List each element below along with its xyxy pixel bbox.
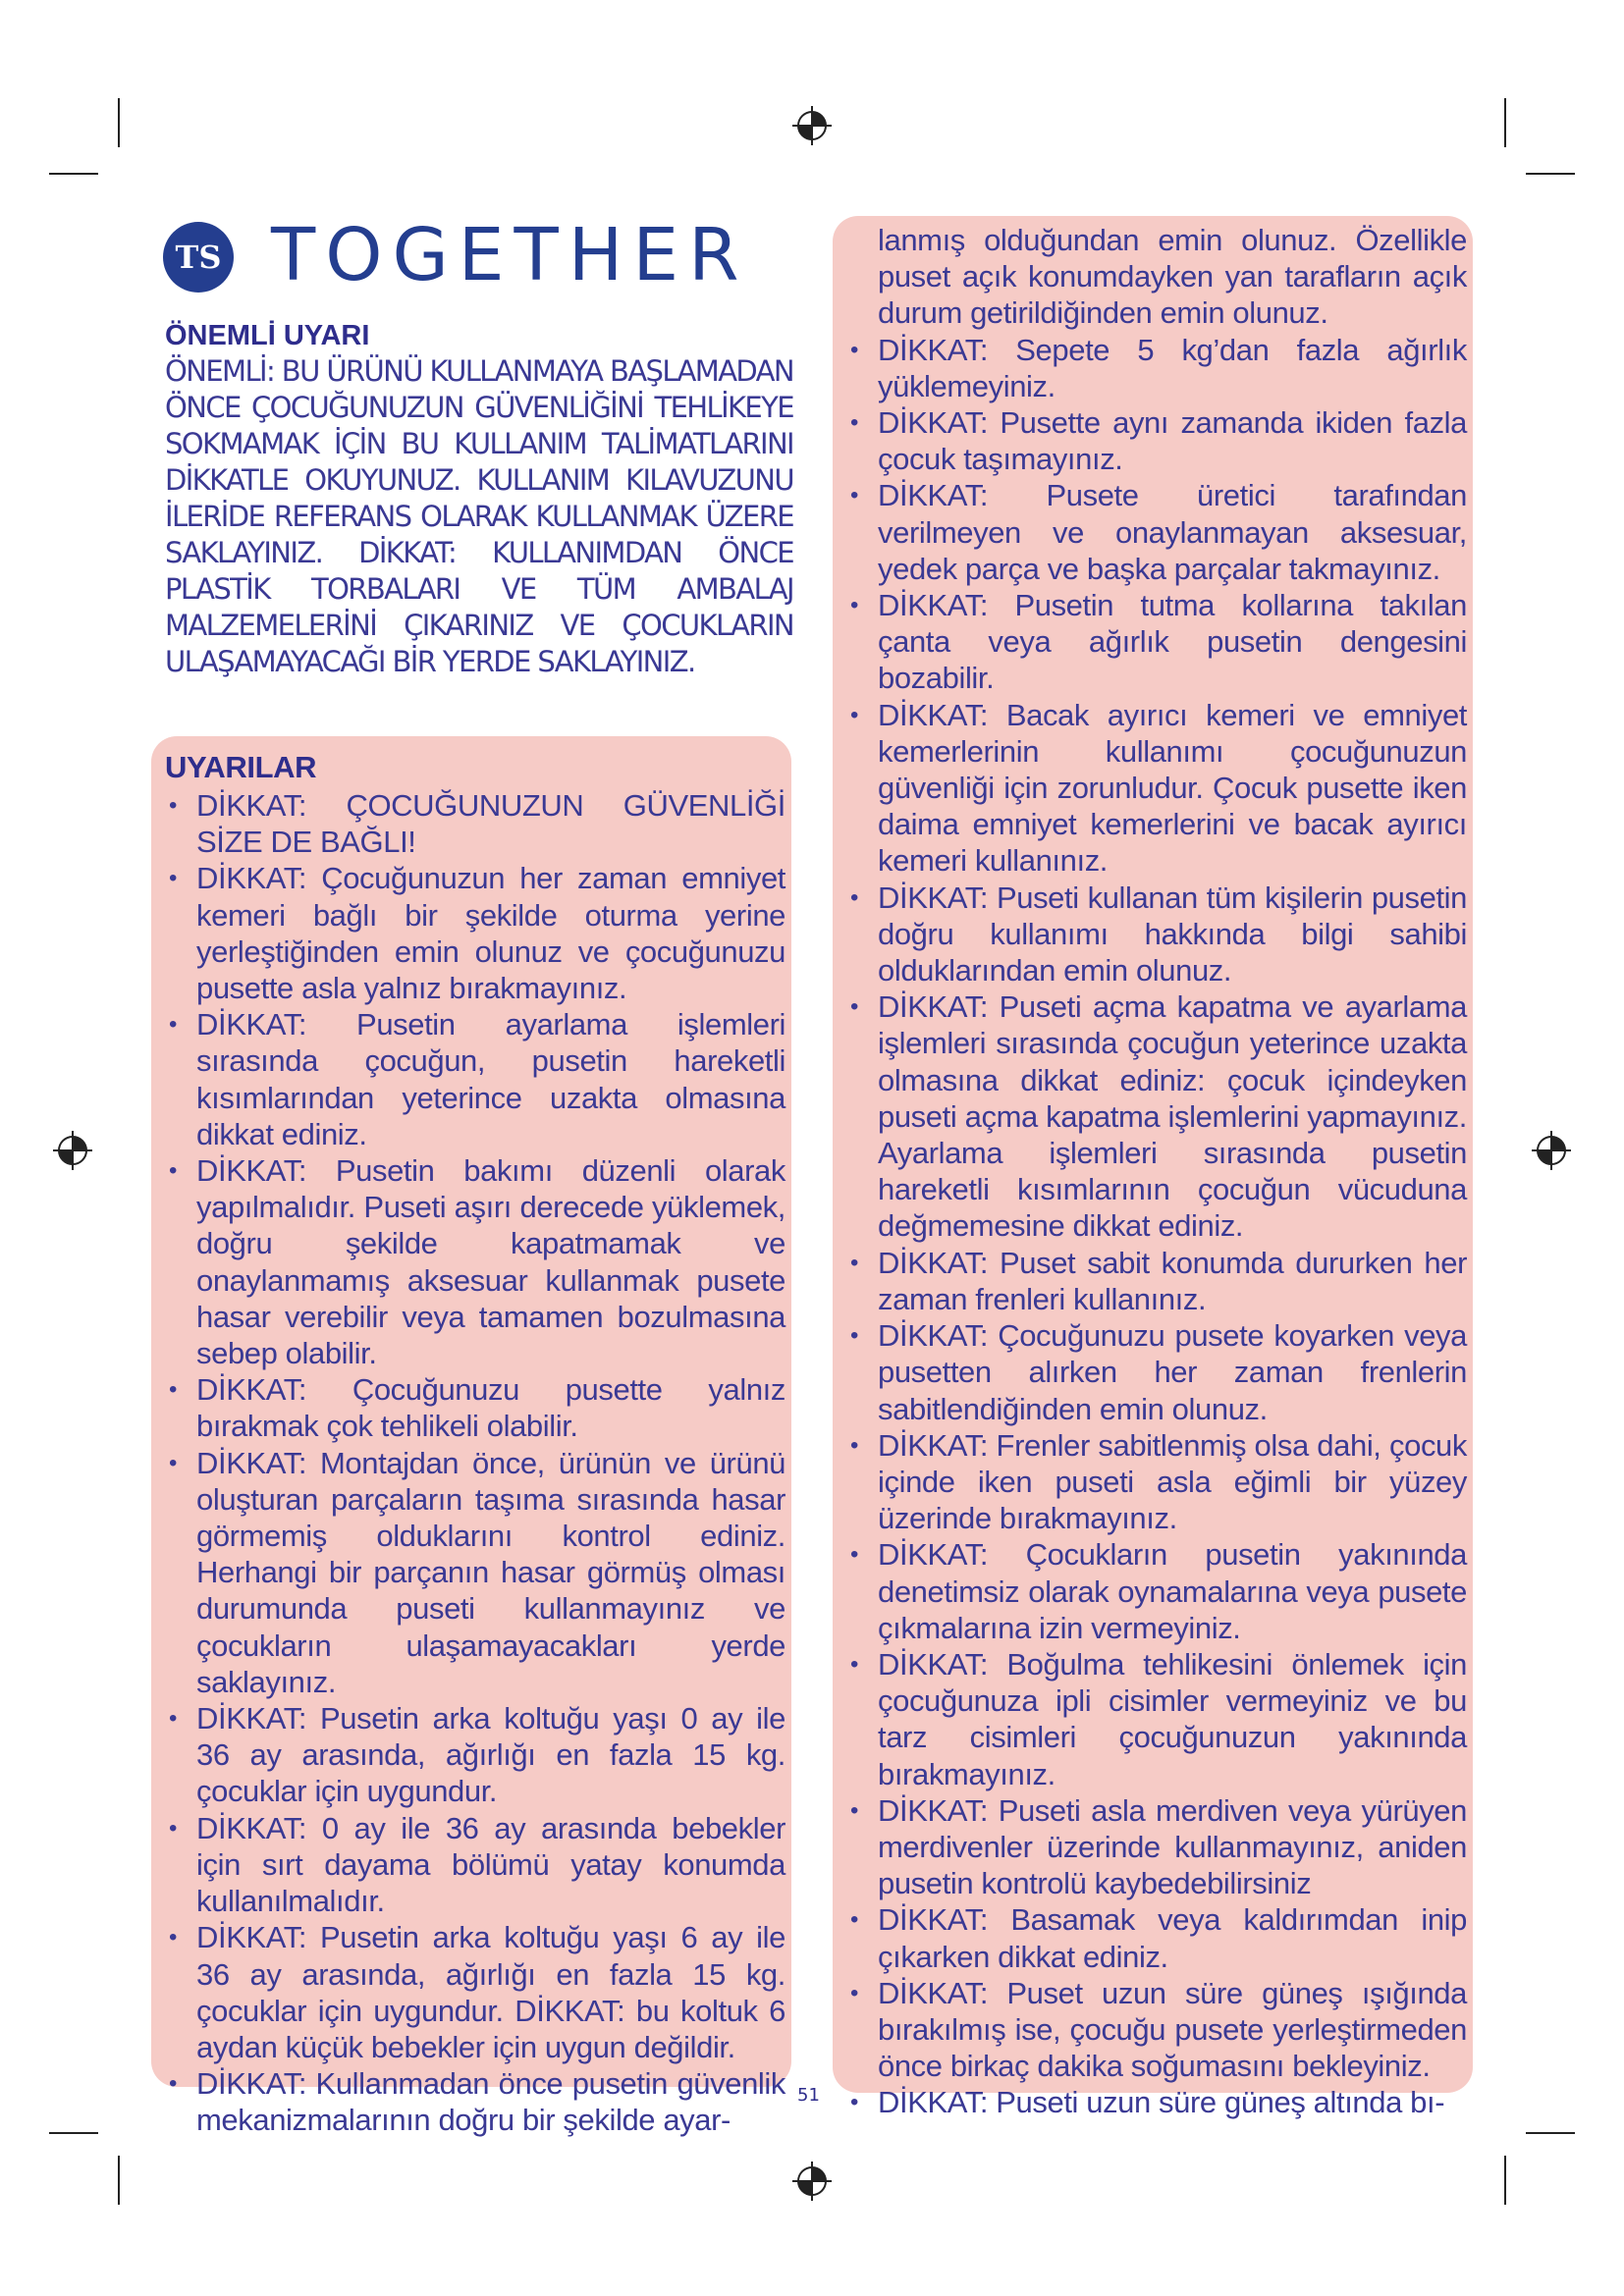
warning-item: • DİKKAT: Pusetin ayarlama işlemleri sırasında çocuğun, pusetin hareketli kısımlarından yeterince uzakta olmasına dikkat ediniz. [165, 1006, 785, 1152]
warning-item: • DİKKAT: ÇOCUĞUNUZUN GÜVENLİĞİ SİZE DE BAĞLI! [165, 787, 785, 860]
brand-badge-icon: TS [163, 222, 234, 293]
warning-item: • DİKKAT: Pusetin bakımı düzenli olarak yapılmalıdır. Puseti aşırı derecede yüklemek, doğru şekilde kapatmamak ve onaylanmamış aksesuar kullanmak pusete hasar verebilir veya tamamen bozulmasına sebep olabilir. [165, 1152, 785, 1371]
crop-mark-bottom-left-vertical [118, 2156, 120, 2205]
warning-item: • DİKKAT: 0 ay ile 36 ay arasında bebekler için sırt dayama bölümü yatay konumda kullanılmalıdır. [165, 1810, 785, 1920]
warning-item: • DİKKAT: Kullanmadan önce pusetin güvenlik mekanizmalarının doğru bir şekilde ayar- [165, 2065, 785, 2138]
warning-item: • DİKKAT: Pusetin arka koltuğu yaşı 6 ay ile 36 ay arasında, ağırlığı en fazla 15 kg. çocuklar için uygundur. DİKKAT: bu koltuk 6 aydan küçük bebekler için uygun değildir. [165, 1919, 785, 2065]
warning-item: • DİKKAT: Çocuğunuzun her zaman emniyet kemeri bağlı bir şekilde oturma yerine yerleştiğinden emin olunuz ve çocuğunuzu pusette asla yalnız bırakmayınız. [165, 860, 785, 1006]
warning-item: • DİKKAT: Puseti uzun süre güneş altında bı- [846, 2084, 1467, 2120]
warning-item: • DİKKAT: Puseti asla merdiven veya yürüyen merdivenler üzerinde kullanmayınız, aniden pusetin kontrolü kaybedebilirsiniz [846, 1792, 1467, 1902]
registration-mark-top-icon [790, 104, 834, 147]
warning-item: • DİKKAT: Pusette aynı zamanda ikiden fazla çocuk taşımayınız. [846, 404, 1467, 477]
warning-item: • DİKKAT: Sepete 5 kg’dan fazla ağırlık yüklemeyiniz. [846, 332, 1467, 404]
page-number: 51 [797, 2085, 820, 2106]
warning-item: • DİKKAT: Montajdan önce, ürünün ve ürünü oluşturan parçaların taşıma sırasında hasar görmemiş olduklarını kontrol ediniz. Herhangi bir parçanın hasar görmüş olması durumunda puseti kullanmayınız ve çocukların ulaşamayacakları yerde saklayınız. [165, 1445, 785, 1700]
warning-item: • DİKKAT: Pusetin arka koltuğu yaşı 0 ay ile 36 ay arasında, ağırlığı en fazla 15 kg. çocuklar için uygundur. [165, 1700, 785, 1810]
warning-item: • DİKKAT: Boğulma tehlikesini önlemek için çocuğunuza ipli cisimler vermeyiniz ve bu tarz cisimleri çocuğunuzun yakınında bırakmayınız. [846, 1646, 1467, 1792]
warning-item: • DİKKAT: Puset uzun süre güneş ışığında bırakılmış ise, çocuğu pusete yerleştirmeden önce birkaç dakika soğumasını bekleyiniz. [846, 1975, 1467, 2085]
warnings-list-right [846, 332, 1467, 2121]
warnings-column-right [846, 222, 1467, 2121]
warnings-column-left [165, 750, 785, 2139]
warning-item: • DİKKAT: Çocuğunuzu pusette yalnız bırakmak çok tehlikeli olabilir. [165, 1371, 785, 1444]
warnings-title: UYARILAR [165, 750, 317, 784]
registration-mark-bottom-icon [790, 2160, 834, 2203]
registration-mark-left-icon [51, 1129, 94, 1172]
crop-mark-top-right-horizontal [1526, 173, 1575, 175]
warning-item: • DİKKAT: Puseti açma kapatma ve ayarlama işlemleri sırasında çocuğun yeterince uzakta olmasına dikkat ediniz: çocuk içindeyken puseti açma kapatma işlemlerini yapmayınız. Ayarlama işlemleri sırasında pusetin hareketli kısımlarının çocuğun vücuduna değmemesine dikkat ediniz. [846, 988, 1467, 1244]
important-warning-text: ÖNEMLİ: BU ÜRÜNÜ KULLANMAYA BAŞLAMADAN ÖNCE ÇOCUĞUNUZUN GÜVENLİĞİNİ TEHLİKEYE SOKMAMAK İÇİN BU KULLANIM TALİMATLARINI DİKKATLE OKUYUNUZ. KULLANIM KILAVUZUNU İLERİDE REFERANS OLARAK KULLANMAK ÜZERE SAKLAYINIZ. DİKKAT: KULLANIMDAN ÖNCE PLASTİK TORBALARI VE TÜM AMBALAJ MALZEMELERİNİ ÇIKARINIZ VE ÇOCUKLARIN ULAŞAMAYACAĞI BİR YERDE SAKLAYINIZ. [165, 354, 793, 678]
brand-logo [163, 213, 772, 297]
warning-item: • DİKKAT: Puseti kullanan tüm kişilerin pusetin doğru kullanımı hakkında bilgi sahibi olduklarından emin olunuz. [846, 880, 1467, 989]
crop-mark-bottom-left-horizontal [49, 2132, 98, 2134]
crop-mark-bottom-right-horizontal [1526, 2132, 1575, 2134]
warning-item: • DİKKAT: Pusete üretici tarafından verilmeyen ve onaylanmayan aksesuar, yedek parça ve başka parçalar takmayınız. [846, 477, 1467, 587]
warning-item: • DİKKAT: Pusetin tutma kollarına takılan çanta veya ağırlık pusetin dengesini bozabilir. [846, 587, 1467, 697]
warning-item: • DİKKAT: Puset sabit konumda dururken her zaman frenleri kullanınız. [846, 1245, 1467, 1317]
brand-name: TOGETHER [271, 213, 749, 297]
warning-item: • DİKKAT: Basamak veya kaldırımdan inip çıkarken dikkat ediniz. [846, 1901, 1467, 1974]
crop-mark-bottom-right-vertical [1504, 2156, 1506, 2205]
warning-item: • DİKKAT: Çocukların pusetin yakınında denetimsiz olarak oynamalarına veya pusete çıkmalarına izin vermeyiniz. [846, 1536, 1467, 1646]
warning-continuation: lanmış olduğundan emin olunuz. Özellikle puset açık konumdayken yan tarafların açık durum getirildiğinden emin olunuz. [878, 223, 1467, 331]
important-warning-title: ÖNEMLİ UYARI [165, 320, 370, 351]
warning-item: • DİKKAT: Frenler sabitlenmiş olsa dahi, çocuk içinde iken puseti asla eğimli bir yüzey üzerinde bırakmayınız. [846, 1427, 1467, 1537]
warnings-list-left [165, 787, 785, 2139]
crop-mark-top-right-vertical [1504, 98, 1506, 147]
crop-mark-top-left-horizontal [49, 173, 98, 175]
crop-mark-top-left-vertical [118, 98, 120, 147]
registration-mark-right-icon [1530, 1129, 1573, 1172]
warning-item: • DİKKAT: Çocuğunuzu pusete koyarken veya pusetten alırken her zaman frenlerin sabitlendiğinden emin olunuz. [846, 1317, 1467, 1427]
warning-item: • DİKKAT: Bacak ayırıcı kemeri ve emniyet kemerlerinin kullanımı çocuğunuzun güvenliği için zorunludur. Çocuk pusette iken daima emniyet kemerlerini ve bacak ayırıcı kemeri kullanınız. [846, 697, 1467, 880]
